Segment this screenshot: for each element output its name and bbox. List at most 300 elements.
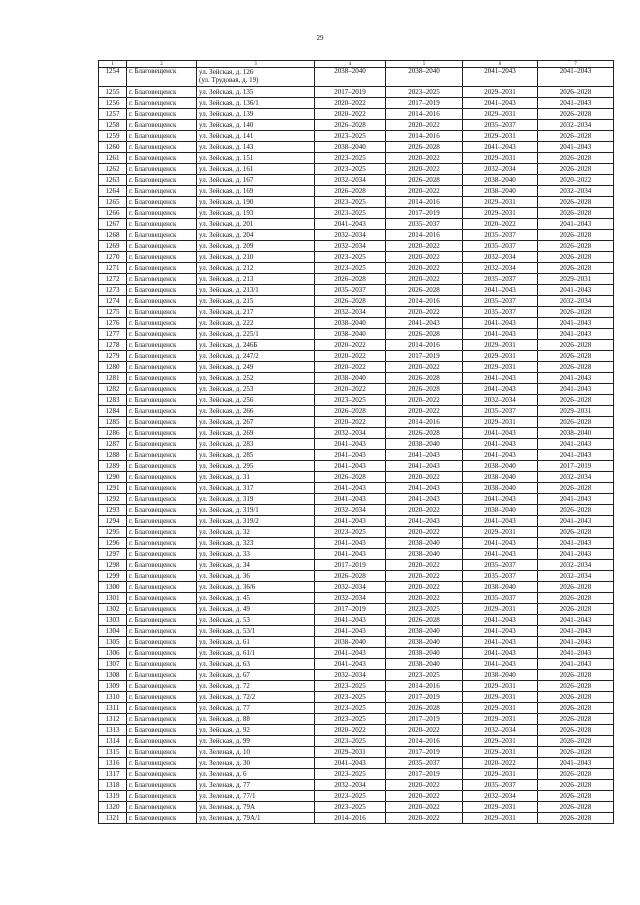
- period-col-7: 2041–2043: [538, 98, 614, 109]
- period-col-6: 2029–2031: [463, 681, 538, 692]
- period-col-7: 2026–2028: [538, 241, 614, 252]
- table-row: [99, 626, 614, 637]
- address-cell: ул. Зейская, д. 285: [197, 450, 315, 461]
- city-cell: г. Благовещенск: [127, 164, 197, 175]
- table-row: [99, 659, 614, 670]
- city-cell: г. Благовещенск: [127, 131, 197, 142]
- period-col-4: 2023–2025: [315, 802, 386, 813]
- period-col-7: 2026–2028: [538, 582, 614, 593]
- period-col-5: 2041–2043: [386, 494, 463, 505]
- period-col-7: 2026–2028: [538, 109, 614, 120]
- period-col-6: 2029–2031: [463, 703, 538, 714]
- table-row: [99, 505, 614, 516]
- period-col-5: 2014–2016: [386, 131, 463, 142]
- table-row: [99, 318, 614, 329]
- period-col-4: 2026–2028: [315, 274, 386, 285]
- row-number: 1310: [99, 692, 127, 703]
- address-cell: ул. Зейская, д. 31: [197, 472, 315, 483]
- city-cell: г. Благовещенск: [127, 483, 197, 494]
- row-number: 1254: [99, 68, 127, 87]
- row-number: 1263: [99, 175, 127, 186]
- city-cell: г. Благовещенск: [127, 626, 197, 637]
- period-col-7: 2041–2043: [538, 384, 614, 395]
- period-col-4: 2023–2025: [315, 197, 386, 208]
- address-cell: ул. Зейская, д. 53/1: [197, 626, 315, 637]
- period-col-7: 2026–2028: [538, 791, 614, 802]
- address-cell: ул. Зейская, д. 92: [197, 725, 315, 736]
- table-row: [99, 769, 614, 780]
- period-col-7: 2026–2028: [538, 813, 614, 824]
- table-row: [99, 285, 614, 296]
- period-col-6: 2035–2037: [463, 241, 538, 252]
- period-col-7: 2041–2043: [538, 142, 614, 153]
- row-number: 1264: [99, 186, 127, 197]
- city-cell: г. Благовещенск: [127, 659, 197, 670]
- address-cell: ул. Зеленая, д. 30: [197, 758, 315, 769]
- table-row: [99, 68, 614, 87]
- period-col-4: 2041–2043: [315, 219, 386, 230]
- address-cell: ул. Зейская, д. 72: [197, 681, 315, 692]
- address-cell: ул. Зейская, д. 266: [197, 406, 315, 417]
- city-cell: г. Благовещенск: [127, 692, 197, 703]
- address-cell: ул. Зейская, д. 323: [197, 538, 315, 549]
- period-col-7: 2026–2028: [538, 131, 614, 142]
- period-col-4: 2017–2019: [315, 560, 386, 571]
- period-col-7: 2026–2028: [538, 681, 614, 692]
- period-col-4: 2023–2025: [315, 692, 386, 703]
- period-col-4: 2023–2025: [315, 703, 386, 714]
- table-row: [99, 274, 614, 285]
- period-col-5: 2026–2028: [386, 285, 463, 296]
- period-col-7: 2041–2043: [538, 439, 614, 450]
- period-col-5: 2038–2040: [386, 68, 463, 87]
- address-cell: ул. Зейская, д. 204: [197, 230, 315, 241]
- row-number: 1298: [99, 560, 127, 571]
- period-col-5: 2020–2022: [386, 406, 463, 417]
- period-col-6: 2029–2031: [463, 692, 538, 703]
- period-col-4: 2023–2025: [315, 681, 386, 692]
- address-cell: ул. Зейская, д. 63: [197, 659, 315, 670]
- table-row: [99, 648, 614, 659]
- city-cell: г. Благовещенск: [127, 153, 197, 164]
- period-col-5: 2020–2022: [386, 802, 463, 813]
- address-cell: ул. Зейская, д. 319/1: [197, 505, 315, 516]
- period-col-7: 2026–2028: [538, 593, 614, 604]
- table-row: [99, 120, 614, 131]
- period-col-7: 2026–2028: [538, 197, 614, 208]
- address-cell: ул. Зеленая, д. 10: [197, 747, 315, 758]
- row-number: 1311: [99, 703, 127, 714]
- period-col-5: 2020–2022: [386, 582, 463, 593]
- period-col-4: 2020–2022: [315, 362, 386, 373]
- period-col-7: 2026–2028: [538, 362, 614, 373]
- period-col-4: 2023–2025: [315, 252, 386, 263]
- period-col-4: 2041–2043: [315, 549, 386, 560]
- row-number: 1256: [99, 98, 127, 109]
- city-cell: г. Благовещенск: [127, 714, 197, 725]
- city-cell: г. Благовещенск: [127, 747, 197, 758]
- address-cell: ул. Зейская, д. 45: [197, 593, 315, 604]
- city-cell: г. Благовещенск: [127, 406, 197, 417]
- period-col-4: 2029–2031: [315, 747, 386, 758]
- period-col-4: 2041–2043: [315, 758, 386, 769]
- period-col-4: 2038–2040: [315, 68, 386, 87]
- period-col-7: 2041–2043: [538, 648, 614, 659]
- table-row: [99, 483, 614, 494]
- city-cell: г. Благовещенск: [127, 648, 197, 659]
- row-number: 1279: [99, 351, 127, 362]
- period-col-4: 2032–2034: [315, 670, 386, 681]
- city-cell: г. Благовещенск: [127, 549, 197, 560]
- city-cell: г. Благовещенск: [127, 230, 197, 241]
- period-col-5: 2038–2040: [386, 637, 463, 648]
- table-row: [99, 362, 614, 373]
- header-col-3: 3: [197, 61, 315, 68]
- city-cell: г. Благовещенск: [127, 527, 197, 538]
- period-col-7: 2026–2028: [538, 483, 614, 494]
- period-col-4: 2020–2022: [315, 109, 386, 120]
- city-cell: г. Благовещенск: [127, 461, 197, 472]
- row-number: 1265: [99, 197, 127, 208]
- period-col-4: 2023–2025: [315, 153, 386, 164]
- period-col-7: 2041–2043: [538, 516, 614, 527]
- table-row: [99, 538, 614, 549]
- period-col-5: 2017–2019: [386, 769, 463, 780]
- row-number: 1266: [99, 208, 127, 219]
- period-col-6: 2029–2031: [463, 131, 538, 142]
- period-col-5: 2041–2043: [386, 516, 463, 527]
- row-number: 1313: [99, 725, 127, 736]
- row-number: 1317: [99, 769, 127, 780]
- row-number: 1314: [99, 736, 127, 747]
- city-cell: г. Благовещенск: [127, 120, 197, 131]
- period-col-7: 2041–2043: [538, 318, 614, 329]
- address-cell: ул. Зеленая, д. 77: [197, 780, 315, 791]
- period-col-6: 2038–2040: [463, 670, 538, 681]
- period-col-5: 2026–2028: [386, 703, 463, 714]
- address-cell: ул. Зейская, д. 99: [197, 736, 315, 747]
- city-cell: г. Благовещенск: [127, 736, 197, 747]
- row-number: 1302: [99, 604, 127, 615]
- row-number: 1286: [99, 428, 127, 439]
- row-number: 1292: [99, 494, 127, 505]
- period-col-5: 2014–2016: [386, 197, 463, 208]
- period-col-5: 2020–2022: [386, 120, 463, 131]
- table-row: [99, 296, 614, 307]
- period-col-4: 2038–2040: [315, 373, 386, 384]
- city-cell: г. Благовещенск: [127, 340, 197, 351]
- period-col-6: 2029–2031: [463, 208, 538, 219]
- address-cell: ул. Зейская, д. 140: [197, 120, 315, 131]
- row-number: 1257: [99, 109, 127, 120]
- table-row: [99, 516, 614, 527]
- period-col-5: 2038–2040: [386, 626, 463, 637]
- row-number: 1304: [99, 626, 127, 637]
- row-number: 1271: [99, 263, 127, 274]
- period-col-6: 2041–2043: [463, 329, 538, 340]
- address-cell: ул. Зейская, д. 167: [197, 175, 315, 186]
- address-cell: ул. Зейская, д. 246Б: [197, 340, 315, 351]
- period-col-7: 2032–2034: [538, 560, 614, 571]
- period-col-6: 2032–2034: [463, 252, 538, 263]
- city-cell: г. Благовещенск: [127, 450, 197, 461]
- city-cell: г. Благовещенск: [127, 582, 197, 593]
- row-number: 1303: [99, 615, 127, 626]
- period-col-6: 2029–2031: [463, 769, 538, 780]
- address-cell: ул. Зейская, д. 36: [197, 571, 315, 582]
- period-col-5: 2017–2019: [386, 714, 463, 725]
- table-row: [99, 307, 614, 318]
- table-row: [99, 428, 614, 439]
- table-row: [99, 472, 614, 483]
- period-col-4: 2020–2022: [315, 340, 386, 351]
- period-col-7: 2026–2028: [538, 505, 614, 516]
- city-cell: г. Благовещенск: [127, 516, 197, 527]
- address-cell: ул. Зейская, д. 295: [197, 461, 315, 472]
- period-col-5: 2020–2022: [386, 241, 463, 252]
- address-cell: ул. Зейская, д. 151: [197, 153, 315, 164]
- address-cell: [197, 68, 315, 87]
- period-col-5: 2038–2040: [386, 439, 463, 450]
- row-number: 1290: [99, 472, 127, 483]
- city-cell: г. Благовещенск: [127, 351, 197, 362]
- period-col-4: 2017–2019: [315, 87, 386, 98]
- city-cell: г. Благовещенск: [127, 637, 197, 648]
- row-number: 1255: [99, 87, 127, 98]
- address-cell: ул. Зейская, д. 169: [197, 186, 315, 197]
- period-col-4: 2041–2043: [315, 483, 386, 494]
- period-col-5: 2020–2022: [386, 791, 463, 802]
- period-col-6: 2041–2043: [463, 428, 538, 439]
- header-col-1: 1: [99, 61, 127, 68]
- period-col-4: 2020–2022: [315, 351, 386, 362]
- address-cell: ул. Зейская, д. 67: [197, 670, 315, 681]
- period-col-5: 2020–2022: [386, 274, 463, 285]
- page-number: 29: [316, 34, 324, 42]
- period-col-4: 2023–2025: [315, 395, 386, 406]
- period-col-5: 2014–2016: [386, 296, 463, 307]
- period-col-7: 2029–2031: [538, 406, 614, 417]
- period-col-6: 2041–2043: [463, 626, 538, 637]
- row-number: 1296: [99, 538, 127, 549]
- address-cell: ул. Зейская, д. 77: [197, 703, 315, 714]
- period-col-7: 2026–2028: [538, 340, 614, 351]
- period-col-4: 2032–2034: [315, 307, 386, 318]
- period-col-4: 2032–2034: [315, 241, 386, 252]
- period-col-7: 2026–2028: [538, 692, 614, 703]
- period-col-7: 2026–2028: [538, 164, 614, 175]
- city-cell: г. Благовещенск: [127, 604, 197, 615]
- address-line: ул. Зейская, д. 126: [199, 68, 254, 76]
- period-col-4: 2041–2043: [315, 659, 386, 670]
- address-cell: ул. Зейская, д. 136/1: [197, 98, 315, 109]
- city-cell: г. Благовещенск: [127, 219, 197, 230]
- row-number: 1308: [99, 670, 127, 681]
- address-cell: ул. Зейская, д. 209: [197, 241, 315, 252]
- table-row: [99, 230, 614, 241]
- table-row: [99, 384, 614, 395]
- city-cell: г. Благовещенск: [127, 208, 197, 219]
- table-row: [99, 439, 614, 450]
- period-col-6: 2029–2031: [463, 340, 538, 351]
- period-col-5: 2020–2022: [386, 527, 463, 538]
- address-cell: ул. Зеленая, д. 79А/1: [197, 813, 315, 824]
- address-cell: ул. Зейская, д. 53: [197, 615, 315, 626]
- table-row: [99, 395, 614, 406]
- period-col-4: 2032–2034: [315, 175, 386, 186]
- table-row: [99, 681, 614, 692]
- city-cell: г. Благовещенск: [127, 615, 197, 626]
- period-col-6: 2041–2043: [463, 494, 538, 505]
- period-col-5: 2038–2040: [386, 549, 463, 560]
- table-row: [99, 87, 614, 98]
- period-col-7: 2041–2043: [538, 68, 614, 87]
- period-col-5: 2026–2028: [386, 615, 463, 626]
- city-cell: г. Благовещенск: [127, 87, 197, 98]
- period-col-5: 2041–2043: [386, 318, 463, 329]
- period-col-4: 2026–2028: [315, 406, 386, 417]
- period-col-4: 2020–2022: [315, 725, 386, 736]
- period-col-7: 2026–2028: [538, 395, 614, 406]
- address-cell: ул. Зейская, д. 61: [197, 637, 315, 648]
- table-row: [99, 758, 614, 769]
- period-col-4: 2026–2028: [315, 120, 386, 131]
- period-col-6: 2035–2037: [463, 230, 538, 241]
- address-cell: ул. Зейская, д. 201: [197, 219, 315, 230]
- period-col-5: 2020–2022: [386, 153, 463, 164]
- period-col-7: 2032–2034: [538, 571, 614, 582]
- period-col-5: 2041–2043: [386, 461, 463, 472]
- address-cell: ул. Зейская, д. 317: [197, 483, 315, 494]
- row-number: 1269: [99, 241, 127, 252]
- address-cell: ул. Зейская, д. 256: [197, 395, 315, 406]
- period-col-6: 2041–2043: [463, 373, 538, 384]
- period-col-5: 2041–2043: [386, 483, 463, 494]
- period-col-5: 2014–2016: [386, 681, 463, 692]
- table-row: [99, 417, 614, 428]
- address-cell: ул. Зейская, д. 247/2: [197, 351, 315, 362]
- city-cell: г. Благовещенск: [127, 681, 197, 692]
- period-col-4: 2020–2022: [315, 98, 386, 109]
- period-col-4: 2038–2040: [315, 329, 386, 340]
- period-col-7: 2026–2028: [538, 230, 614, 241]
- period-col-5: 2020–2022: [386, 571, 463, 582]
- period-col-7: 2041–2043: [538, 329, 614, 340]
- period-col-6: 2041–2043: [463, 516, 538, 527]
- period-col-5: 2014–2016: [386, 230, 463, 241]
- period-col-5: 2038–2040: [386, 659, 463, 670]
- period-col-6: 2029–2031: [463, 109, 538, 120]
- city-cell: г. Благовещенск: [127, 439, 197, 450]
- period-col-5: 2020–2022: [386, 307, 463, 318]
- period-col-7: 2032–2034: [538, 296, 614, 307]
- row-number: 1267: [99, 219, 127, 230]
- period-col-7: 2026–2028: [538, 263, 614, 274]
- row-number: 1306: [99, 648, 127, 659]
- table-row: [99, 98, 614, 109]
- table-row: [99, 164, 614, 175]
- city-cell: г. Благовещенск: [127, 186, 197, 197]
- table-row: [99, 813, 614, 824]
- period-col-7: 2026–2028: [538, 351, 614, 362]
- period-col-4: 2032–2034: [315, 505, 386, 516]
- period-col-5: 2026–2028: [386, 428, 463, 439]
- period-col-7: 2026–2028: [538, 153, 614, 164]
- period-col-4: 2041–2043: [315, 494, 386, 505]
- row-number: 1285: [99, 417, 127, 428]
- city-cell: г. Благовещенск: [127, 494, 197, 505]
- period-col-6: 2035–2037: [463, 780, 538, 791]
- period-col-6: 2035–2037: [463, 307, 538, 318]
- row-number: 1259: [99, 131, 127, 142]
- period-col-5: 2020–2022: [386, 560, 463, 571]
- address-cell: ул. Зейская, д. 269: [197, 428, 315, 439]
- table-row: [99, 450, 614, 461]
- row-number: 1274: [99, 296, 127, 307]
- period-col-4: 2023–2025: [315, 791, 386, 802]
- period-col-5: 2023–2025: [386, 670, 463, 681]
- row-number: 1289: [99, 461, 127, 472]
- row-number: 1277: [99, 329, 127, 340]
- city-cell: г. Благовещенск: [127, 68, 197, 87]
- period-col-5: 2017–2019: [386, 692, 463, 703]
- period-col-5: 2020–2022: [386, 362, 463, 373]
- row-number: 1301: [99, 593, 127, 604]
- period-col-5: 2020–2022: [386, 252, 463, 263]
- period-col-4: 2020–2022: [315, 384, 386, 395]
- period-col-7: 2026–2028: [538, 780, 614, 791]
- period-col-6: 2032–2034: [463, 395, 538, 406]
- period-col-4: 2023–2025: [315, 164, 386, 175]
- city-cell: г. Благовещенск: [127, 263, 197, 274]
- city-cell: г. Благовещенск: [127, 252, 197, 263]
- period-col-7: 2020–2022: [538, 175, 614, 186]
- period-col-6: 2020–2022: [463, 219, 538, 230]
- period-col-5: 2017–2019: [386, 98, 463, 109]
- period-col-4: 2041–2043: [315, 538, 386, 549]
- table-row: [99, 747, 614, 758]
- period-col-7: 2032–2034: [538, 120, 614, 131]
- period-col-6: 2038–2040: [463, 483, 538, 494]
- address-cell: ул. Зейская, д. 193: [197, 208, 315, 219]
- period-col-5: 2020–2022: [386, 505, 463, 516]
- period-col-6: 2041–2043: [463, 98, 538, 109]
- row-number: 1316: [99, 758, 127, 769]
- row-number: 1282: [99, 384, 127, 395]
- address-cell: ул. Зеленая, д. 79А: [197, 802, 315, 813]
- period-col-7: 2026–2028: [538, 802, 614, 813]
- city-cell: г. Благовещенск: [127, 109, 197, 120]
- period-col-6: 2020–2022: [463, 758, 538, 769]
- period-col-6: 2029–2031: [463, 802, 538, 813]
- city-cell: г. Благовещенск: [127, 285, 197, 296]
- period-col-5: 2035–2037: [386, 758, 463, 769]
- period-col-4: 2035–2037: [315, 285, 386, 296]
- table-row: [99, 692, 614, 703]
- table-row: [99, 582, 614, 593]
- period-col-5: 2023–2025: [386, 87, 463, 98]
- period-col-6: 2029–2031: [463, 747, 538, 758]
- period-col-4: 2023–2025: [315, 263, 386, 274]
- city-cell: г. Благовещенск: [127, 241, 197, 252]
- period-col-4: 2041–2043: [315, 439, 386, 450]
- table-row: [99, 208, 614, 219]
- row-number: 1321: [99, 813, 127, 824]
- period-col-6: 2041–2043: [463, 142, 538, 153]
- city-cell: г. Благовещенск: [127, 813, 197, 824]
- period-col-6: 2041–2043: [463, 659, 538, 670]
- city-cell: г. Благовещенск: [127, 274, 197, 285]
